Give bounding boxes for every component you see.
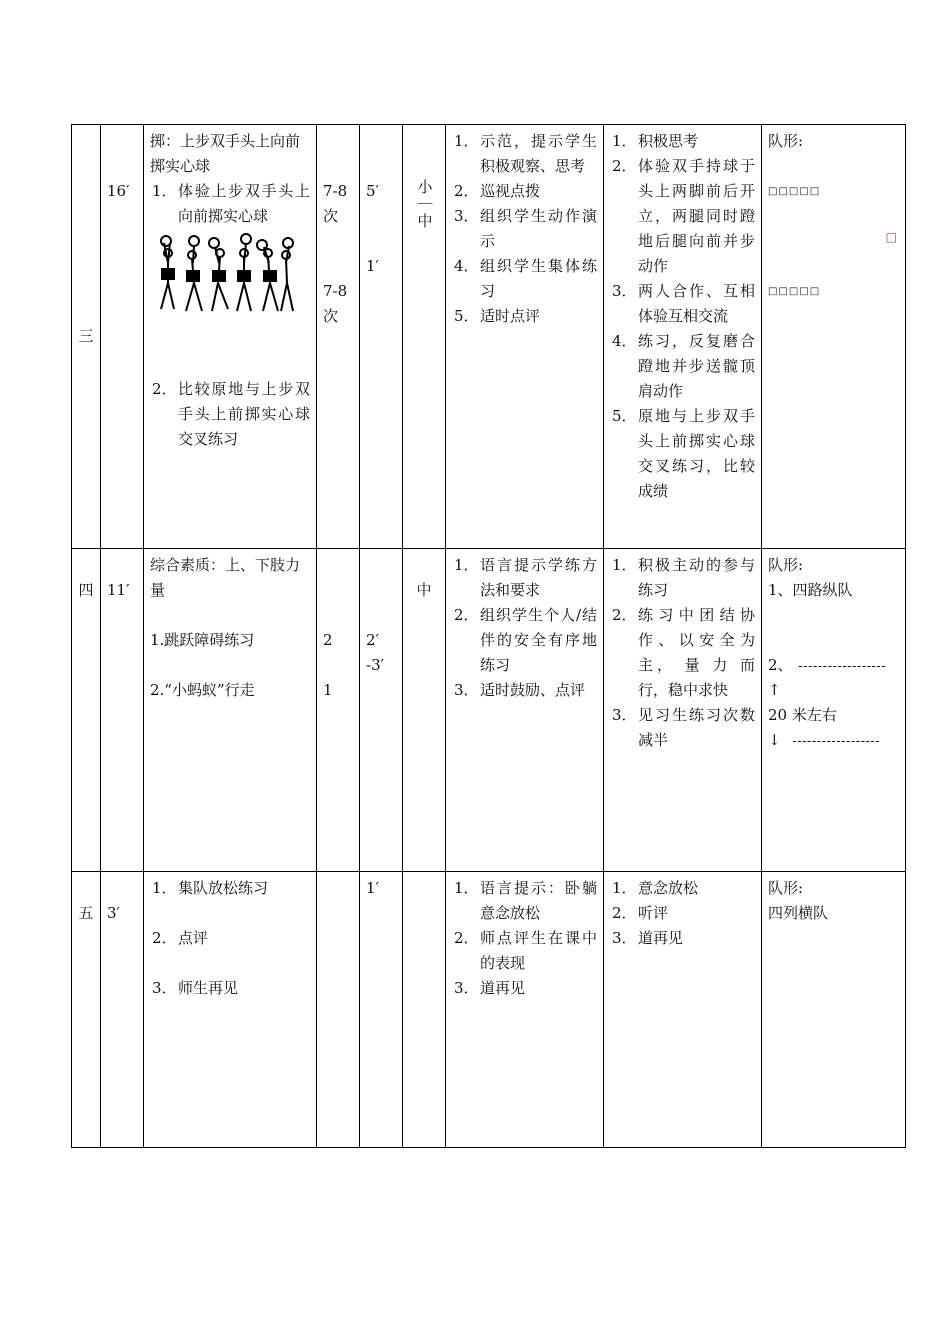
list-item: 2． 巡视点拨 [454, 182, 541, 200]
teacher-activity-cell [446, 125, 604, 549]
table-row [72, 125, 906, 549]
list-item: 3． 见习生练习次数减半 [612, 706, 755, 749]
list-item: 1.跳跃障碍练习 [150, 631, 255, 649]
list-item: 1． 示范，提示学生积极观察、思考 [454, 132, 597, 175]
content-title: 掷：上步双手头上向前掷实心球 [150, 132, 301, 175]
red-mark: □ [885, 230, 897, 244]
list-item: 2． 比较原地与上步双手头上前掷实心球交叉练习 [152, 380, 310, 448]
list-item: 2． 组织学生个人/结伴的安全有序地练习 [454, 606, 597, 674]
list-item: 3． 组织学生动作演示 [454, 207, 597, 250]
list-item: 1． 积极思考 [612, 132, 699, 150]
formation-cell: 队形: 1、四路纵队 2、 ↑ 20 米左右 ↓ [762, 549, 906, 872]
intensity-cell [403, 872, 446, 1148]
content-cell [144, 549, 317, 872]
list-item: 1． 集队放松练习 [152, 879, 269, 897]
content-title: 综合素质：上、下肢力量 [150, 556, 301, 599]
count-cell: 7-8次 7-8次 [317, 125, 360, 549]
list-item: 2． 听评 [612, 904, 669, 922]
student-activity-cell [604, 549, 762, 872]
duration-cell: 2′ -3′ [360, 549, 403, 872]
arrow-up-icon: ↑ [768, 681, 781, 699]
formation-marks: □□□□□ [768, 186, 821, 197]
intensity-cell: 中 [403, 549, 446, 872]
time-cell: 16′ [101, 125, 144, 549]
lesson-plan-table [71, 124, 906, 1148]
teacher-activity-cell [446, 549, 604, 872]
throwing-illustration [150, 233, 300, 321]
time-cell: 11′ [101, 549, 144, 872]
table-row [72, 872, 906, 1148]
list-item: 2． 练习中团结协作、以安全为主， 量 力 而 行，稳中求快 [612, 606, 755, 699]
formation-cell: 队形: 四列横队 [762, 872, 906, 1148]
list-item: 1． 意念放松 [612, 879, 699, 897]
dashed-line-row: 2、 [768, 653, 899, 678]
content-cell [144, 125, 317, 549]
list-item: 4． 练习，反复磨合蹬地并步送髋顶肩动作 [612, 332, 755, 400]
intensity-cell: 小｜中 [403, 125, 446, 549]
duration-cell: 1′ [360, 872, 403, 1148]
list-item: 3． 道再见 [454, 979, 526, 997]
list-item: 2． 体验双手持球于头上两脚前后开立，两腿同时蹬地后腿向前并步动作 [612, 157, 755, 275]
list-item: 1． 语言提示：卧躺意念放松 [454, 879, 597, 922]
list-item: 4． 组织学生集体练习 [454, 257, 597, 300]
part-number: 五 [72, 872, 101, 1148]
list-item: 2． 点评 [152, 929, 209, 947]
formation-marks: □□□□□ [768, 286, 821, 297]
list-item: 1． 积极主动的参与练习 [612, 556, 755, 599]
part-number: 四 [72, 549, 101, 872]
dashed-line [799, 666, 885, 667]
formation-cell: 队形: □□□□□ □ □□□□□ [762, 125, 906, 549]
content-cell [144, 872, 317, 1148]
teacher-activity-cell [446, 872, 604, 1148]
table-row [72, 549, 906, 872]
part-number: 三 [72, 125, 101, 549]
dashed-line-row [768, 728, 899, 753]
count-cell: 2 1 [317, 549, 360, 872]
dashed-line [793, 741, 879, 742]
list-item: 5． 原地与上步双手头上前掷实心球交叉练习，比较成绩 [612, 407, 755, 500]
arrow-down-icon: ↓ [768, 731, 781, 749]
list-item: 2． 师点评生在课中的表现 [454, 929, 597, 972]
count-cell [317, 872, 360, 1148]
list-item: 3． 道再见 [612, 929, 684, 947]
list-item: 3． 师生再见 [152, 979, 239, 997]
duration-cell: 5′ 1′ [360, 125, 403, 549]
list-item: 3． 两人合作、互相体验互相交流 [612, 282, 755, 325]
student-activity-cell [604, 125, 762, 549]
student-activity-cell [604, 872, 762, 1148]
list-item: 1． 语言提示学练方法和要求 [454, 556, 597, 599]
time-cell: 3′ [101, 872, 144, 1148]
list-item: 2.“小蚂蚁”行走 [150, 681, 255, 699]
list-item: 1． 体验上步双手头上向前掷实心球 [152, 182, 310, 225]
list-item: 3． 适时鼓励、点评 [454, 681, 586, 699]
list-item: 5． 适时点评 [454, 307, 541, 325]
